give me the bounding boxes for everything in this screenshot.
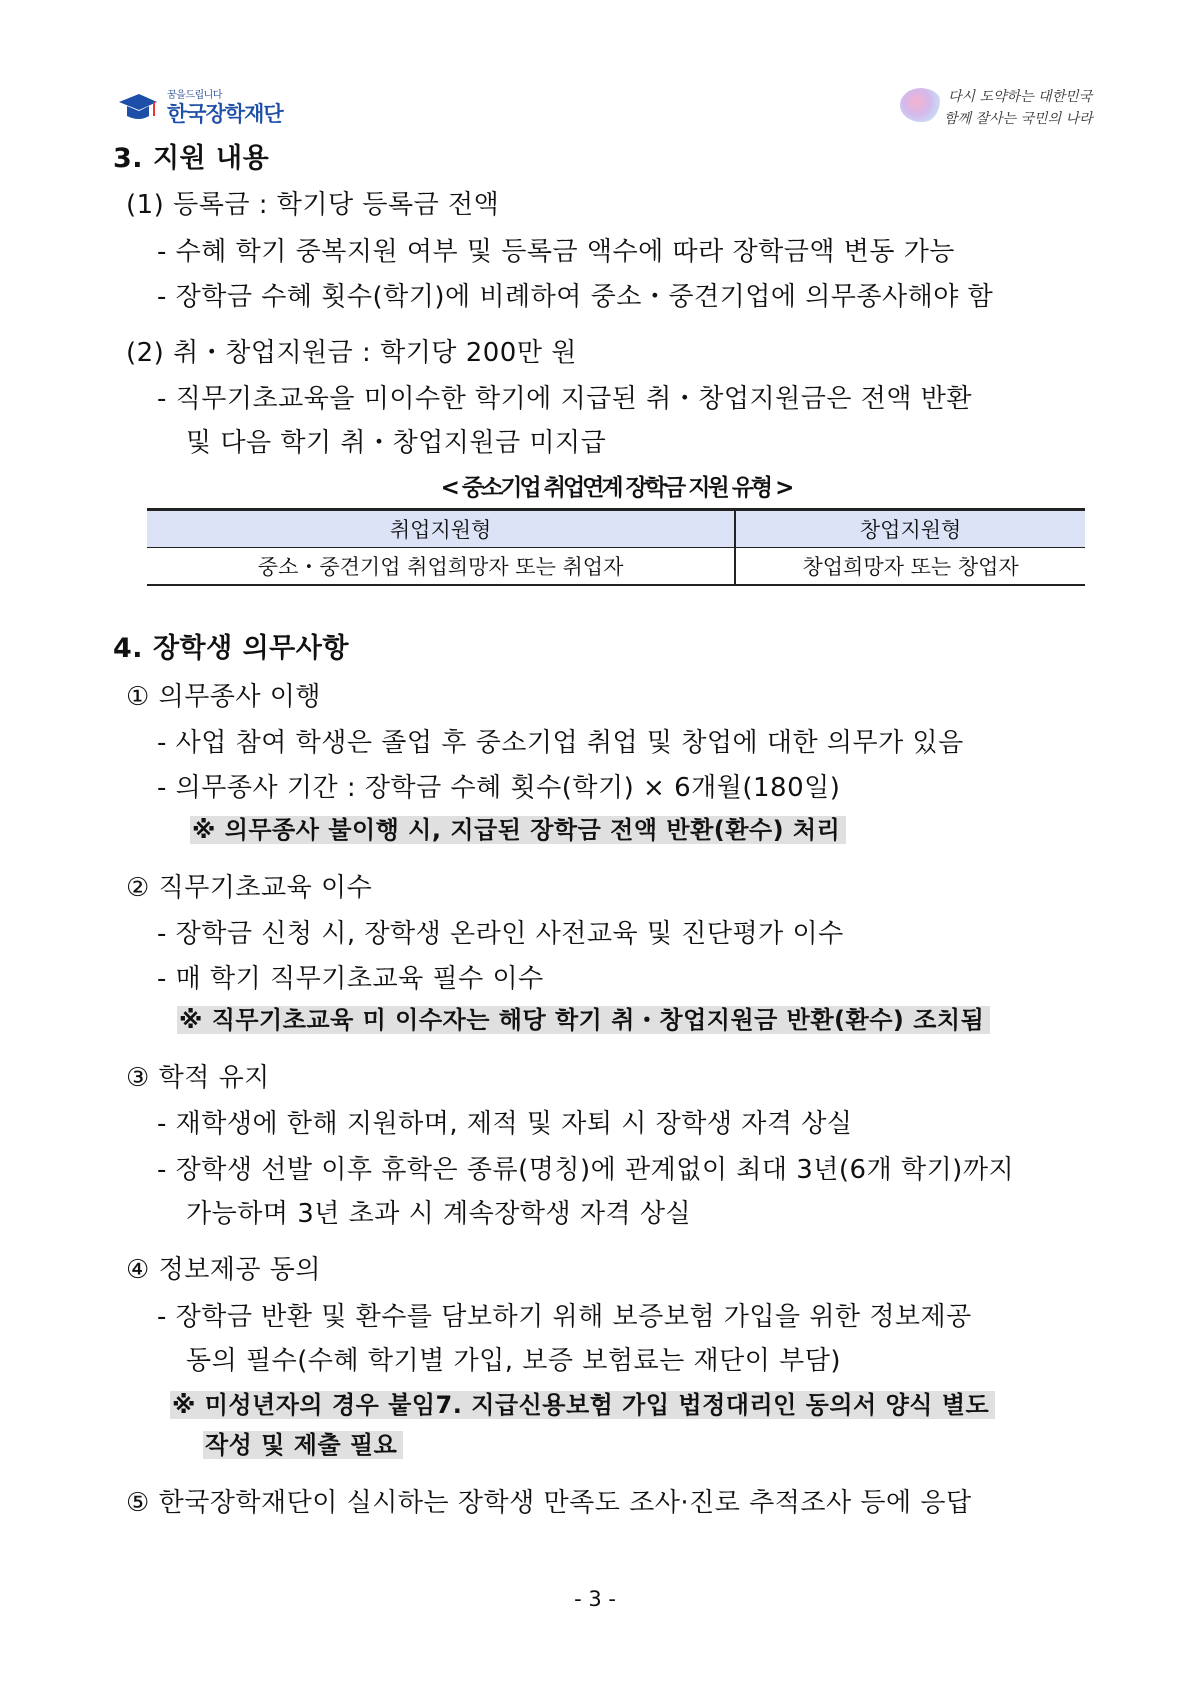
- s4-obligation-5: ⑤ 한국장학재단이 실시하는 장학생 만족도 조사·진로 추적조사 등에 응답: [126, 1488, 972, 1518]
- s3-item-2-bullet-1: - 직무기초교육을 미이수한 학기에 지급된 취・창업지원금은 전액 반환: [157, 384, 972, 414]
- table-header-row: [147, 510, 1085, 548]
- s4-obligation-4-note: ※ 미성년자의 경우 붙임7. 지급신용보험 가입 법정대리인 동의서 양식 별도: [170, 1391, 995, 1419]
- s4-obligation-3-bullet-1: - 재학생에 한해 지원하며, 제적 및 자퇴 시 장학생 자격 상실: [157, 1109, 853, 1139]
- page-number: - 3 -: [574, 1587, 616, 1611]
- table-header-cell: 취업지원형: [147, 510, 735, 548]
- s4-obligation-4: ④ 정보제공 동의: [126, 1255, 322, 1285]
- s4-obligation-1: ① 의무종사 이행: [126, 682, 322, 712]
- s4-obligation-2-bullet-1: - 장학금 신청 시, 장학생 온라인 사전교육 및 진단평가 이수: [157, 919, 844, 949]
- s4-obligation-2-bullet-2: - 매 학기 직무기초교육 필수 이수: [157, 964, 544, 994]
- support-type-table: [147, 508, 1085, 586]
- s4-obligation-2: ② 직무기초교육 이수: [126, 873, 373, 903]
- s3-item-2-bullet-1-cont: 및 다음 학기 취・창업지원금 미지급: [186, 428, 607, 458]
- foundation-logo: [117, 84, 287, 130]
- graduation-cap-icon: [117, 90, 159, 124]
- s4-obligation-1-bullet-2: - 의무종사 기간 : 장학금 수혜 횟수(학기) × 6개월(180일): [157, 773, 841, 803]
- table-row: [147, 548, 1085, 586]
- s4-obligation-3: ③ 학적 유지: [126, 1063, 270, 1093]
- slogan-line-1: 다시 도약하는 대한민국: [948, 89, 1093, 105]
- table-header-cell: 창업지원형: [735, 510, 1085, 548]
- s3-item-1-bullet-1: - 수혜 학기 중복지원 여부 및 등록금 액수에 따라 장학금액 변동 가능: [157, 237, 955, 267]
- table-cell: 창업희망자 또는 창업자: [735, 548, 1085, 586]
- s4-obligation-3-bullet-2-cont: 가능하며 3년 초과 시 계속장학생 자격 상실: [186, 1199, 692, 1229]
- s4-obligation-4-bullet-1-cont: 동의 필수(수혜 학기별 가입, 보증 보험료는 재단이 부담): [186, 1346, 841, 1376]
- government-slogan: [900, 80, 1093, 130]
- s4-obligation-4-bullet-1: - 장학금 반환 및 환수를 담보하기 위해 보증보험 가입을 위한 정보제공: [157, 1302, 972, 1332]
- logo-name: 한국장학재단: [167, 102, 283, 126]
- s4-obligation-4-note-cont: 작성 및 제출 필요: [203, 1431, 403, 1459]
- s4-obligation-3-bullet-2: - 장학생 선발 이후 휴학은 종류(명칭)에 관계없이 최대 3년(6개 학기)까지: [157, 1155, 1015, 1185]
- logo-tagline: 꿈을드립니다: [167, 90, 222, 101]
- slogan-line-2: 함께 잘사는 국민의 나라: [944, 111, 1093, 127]
- slogan-emblem-icon: [900, 88, 942, 122]
- s4-obligation-1-note: ※ 의무종사 불이행 시, 지급된 장학금 전액 반환(환수) 처리: [190, 816, 846, 844]
- s4-obligation-1-bullet-1: - 사업 참여 학생은 졸업 후 중소기업 취업 및 창업에 대한 의무가 있음: [157, 728, 964, 758]
- table-cell: 중소・중견기업 취업희망자 또는 취업자: [147, 548, 735, 586]
- s3-item-1-bullet-2: - 장학금 수혜 횟수(학기)에 비례하여 중소・중견기업에 의무종사해야 함: [157, 282, 994, 312]
- table-caption: < 중소기업 취업연계 장학금 지원 유형 >: [440, 475, 792, 501]
- s4-obligation-2-note: ※ 직무기초교육 미 이수자는 해당 학기 취・창업지원금 반환(환수) 조치됨: [177, 1006, 990, 1034]
- section-3-title: 3. 지원 내용: [113, 143, 270, 174]
- s3-item-2: (2) 취・창업지원금 : 학기당 200만 원: [126, 338, 577, 368]
- section-4-title: 4. 장학생 의무사항: [113, 633, 349, 664]
- s3-item-1: (1) 등록금 : 학기당 등록금 전액: [126, 190, 500, 220]
